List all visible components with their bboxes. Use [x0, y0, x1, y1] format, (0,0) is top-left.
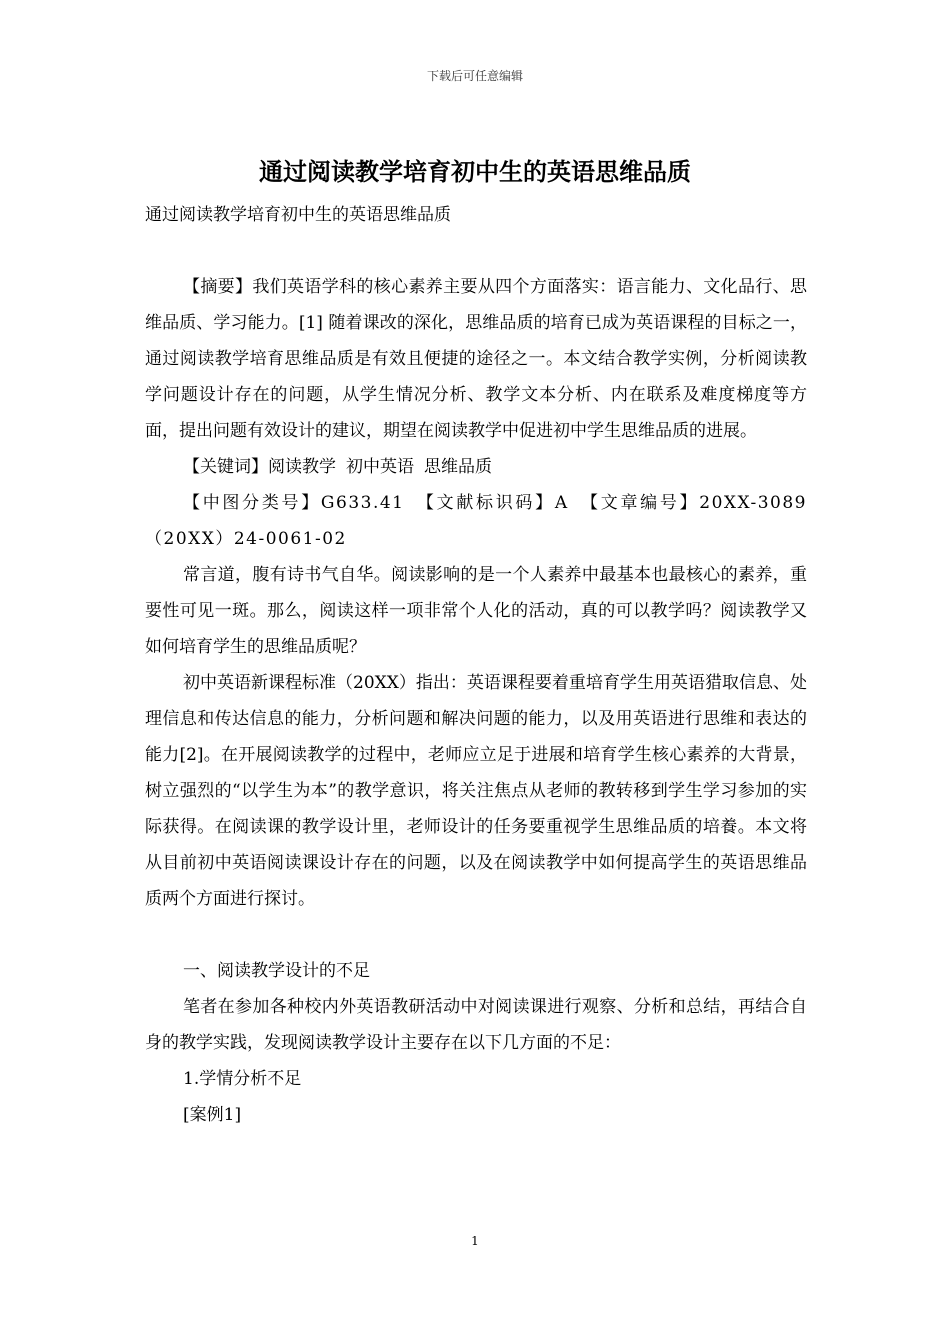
spacer: [145, 233, 807, 269]
document-body: [145, 197, 807, 1133]
body-paragraph: 常言道，腹有诗书气自华。阅读影响的是一个人素养中最基本也最核心的素养，重要性可见一斑。那么，阅读这样一项非常个人化的活动，真的可以教学吗？阅读教学又如何培育学生的思维品质呢？: [145, 565, 807, 657]
body-paragraph: 初中英语新课程标准（20XX）指出：英语课程要着重培育学生用英语猎取信息、处理信息和传达信息的能力，分析问题和解决问题的能力，以及用英语进行思维和表达的能力[2]。在开展阅读教学的过程中，老师应立足于进展和培育学生核心素养的大背景，树立强烈的“以学生为本”的教学意识，将关注焦点从老师的教转移到学生学习参加的实际获得。在阅读课的教学设计里，老师设计的任务要重视学生思维品质的培養。本文将从目前初中英语阅读课设计存在的问题，以及在阅读教学中如何提高学生的英语思维品质两个方面进行探讨。: [145, 673, 807, 909]
subsection-heading: 1.学情分析不足: [183, 1069, 302, 1089]
document-title: 通过阅读教学培育初中生的英语思维品质: [259, 157, 691, 186]
page-header: 下载后可任意编辑: [426, 69, 523, 83]
abstract-paragraph: 【摘要】我们英语学科的核心素养主要从四个方面落实：语言能力、文化品行、思维品质、学习能力。[1] 随着课改的深化，思维品质的培育已成为英语课程的目标之一，通过阅读教学培育思维品质是有效且便捷的途径之一。本文结合教学实例，分析阅读教学问题设计存在的问题，从学生情况分析、教学文本分析、内在联系及难度梯度等方面，提出问题有效设计的建议，期望在阅读教学中促进初中学生思维品质的进展。: [145, 277, 807, 441]
keywords-line: [145, 449, 807, 485]
classification-line: 【中图分类号】G633.41 【文献标识码】A 【文章编号】20XX-3089（20XX）24-0061-02: [145, 493, 807, 549]
section-heading: 一、阅读教学设计的不足: [183, 961, 370, 981]
keyword-item: 初中英语: [346, 457, 414, 477]
page-number: 1: [471, 1234, 479, 1248]
body-paragraph: 笔者在参加各种校内外英语教研活动中对阅读课进行观察、分析和总结，再结合自身的教学实践，发现阅读教学设计主要存在以下几方面的不足：: [145, 997, 807, 1053]
keyword-item: 思维品质: [424, 457, 492, 477]
document-subtitle: 通过阅读教学培育初中生的英语思维品质: [145, 205, 451, 225]
spacer: [145, 917, 807, 953]
case-label: [案例1]: [183, 1105, 242, 1125]
keywords-label: 【关键词】: [183, 457, 268, 477]
keyword-item: 阅读教学: [268, 457, 336, 477]
